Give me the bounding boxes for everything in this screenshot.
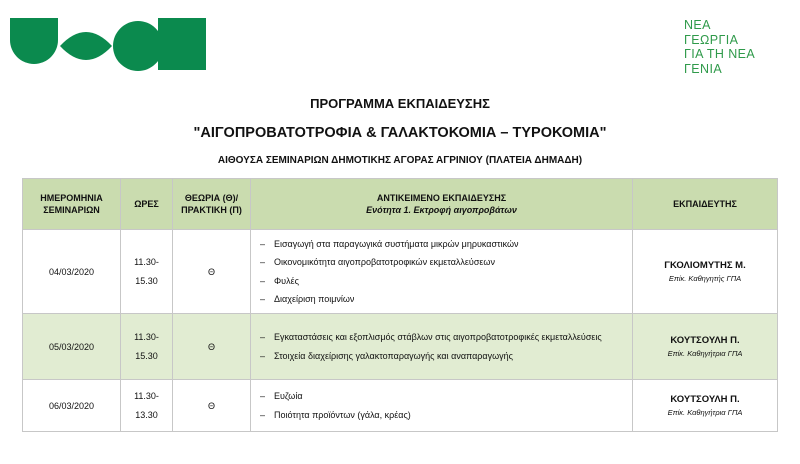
- table-row: [23, 314, 778, 380]
- topic-text: Οικονομικότητα αιγοπροβατοτροφικών εκμεταλλεύσεων: [274, 257, 495, 267]
- header-type: ΘΕΩΡΙΑ (Θ)/ ΠΡΑΚΤΙΚΗ (Π): [173, 179, 251, 230]
- trainer-name: ΓΚΟΛΙΟΜΥΤΗΣ Μ.: [664, 259, 746, 271]
- topic-item: – Διαχείριση ποιμνίων: [260, 294, 355, 304]
- schedule-table: [22, 178, 778, 432]
- row-hours: [121, 230, 173, 314]
- table-header-row: [23, 179, 778, 230]
- row-type: Θ: [173, 380, 251, 432]
- row-time-start: 11.30-: [134, 390, 159, 401]
- row-trainer: [633, 380, 778, 432]
- topic-item: – Στοιχεία διαχείρισης γαλακτοπαραγωγής και αναπαραγωγής: [260, 350, 514, 361]
- row-date: 06/03/2020: [23, 380, 121, 432]
- row-date: 04/03/2020: [23, 230, 121, 314]
- logo-square-shape: [158, 18, 206, 70]
- topic-text: Στοιχεία διαχείρισης γαλακτοπαραγωγής και αναπαραγωγής: [274, 350, 514, 361]
- trainer-role: Επίκ. Καθηγητής ΓΠΑ: [668, 273, 742, 283]
- row-date: 05/03/2020: [23, 314, 121, 380]
- row-hours: [121, 380, 173, 432]
- row-trainer: [633, 314, 778, 380]
- row-time-end: 15.30: [135, 350, 158, 361]
- slogan-line: ΝΕΑ: [684, 18, 711, 32]
- header-subject-unit: Ενότητα 1. Εκτροφή αιγοπροβάτων: [366, 205, 517, 215]
- header-trainer: ΕΚΠΑΙΔΕΥΤΗΣ: [633, 179, 778, 230]
- topic-item: – Εισαγωγή στα παραγωγικά συστήματα μικρών μηρυκαστικών: [260, 238, 519, 249]
- topic-text: Φυλές: [274, 275, 299, 286]
- slogan-line: ΓΙΑ ΤΗ ΝΕΑ: [684, 47, 756, 61]
- logo-lens-shape: [60, 32, 112, 60]
- logo-half-disc-shape: [10, 18, 58, 64]
- venue-line: ΑΙΘΟΥΣΑ ΣΕΜΙΝΑΡΙΩΝ ΔΗΜΟΤΙΚΗΣ ΑΓΟΡΑΣ ΑΓΡΙΝΙΟΥ (ΠΛΑΤΕΙΑ ΔΗΜΑΔΗ): [217, 155, 583, 166]
- trainer-role: Επίκ. Καθηγήτρια ΓΠΑ: [667, 407, 743, 417]
- slogan-line: ΓΕΝΙΑ: [684, 61, 723, 76]
- row-time-start: 11.30-: [134, 331, 159, 342]
- brand-logo: [8, 14, 208, 74]
- row-topics: [251, 314, 633, 380]
- slogan: [684, 18, 755, 76]
- trainer-name: ΚΟΥΤΣΟΥΛΗ Π.: [670, 393, 740, 405]
- topic-item: – Εγκαταστάσεις και εξοπλισμός στάβλων στις αιγοπροβατοτροφικές εκμεταλλεύσεις: [260, 332, 602, 342]
- header-subject: [251, 179, 633, 230]
- row-type: Θ: [173, 230, 251, 314]
- topic-item: – Φυλές: [260, 275, 299, 286]
- topic-text: Διαχείριση ποιμνίων: [274, 294, 355, 304]
- topic-text: Ευζωία: [274, 391, 303, 401]
- topic-item: – Οικονομικότητα αιγοπροβατοτροφικών εκμεταλλεύσεων: [260, 257, 495, 267]
- row-topics: [251, 230, 633, 314]
- header-date: ΗΜΕΡΟΜΗΝΙΑ ΣΕΜΙΝΑΡΙΩΝ: [23, 179, 121, 230]
- document-subtitle: "ΑΙΓΟΠΡΟΒΑΤΟΤΡΟΦΙΑ & ΓΑΛΑΚΤΟΚΟΜΙΑ – ΤΥΡΟΚΟΜΙΑ": [193, 125, 607, 141]
- header-hours: ΩΡΕΣ: [121, 179, 173, 230]
- row-time-end: 15.30: [135, 275, 158, 286]
- trainer-role: Επίκ. Καθηγήτρια ΓΠΑ: [667, 348, 743, 358]
- row-type: Θ: [173, 314, 251, 380]
- topic-text: Εισαγωγή στα παραγωγικά συστήματα μικρών μηρυκαστικών: [274, 238, 519, 249]
- table-row: [23, 380, 778, 432]
- slogan-line: ΓΕΩΡΓΙΑ: [684, 32, 739, 47]
- row-trainer: [633, 230, 778, 314]
- header-subject-title: ΑΝΤΙΚΕΙΜΕΝΟ ΕΚΠΑΙΔΕΥΣΗΣ: [376, 193, 507, 203]
- table-row: [23, 230, 778, 314]
- row-hours: [121, 314, 173, 380]
- row-topics: [251, 380, 633, 432]
- document-title: ΠΡΟΓΡΑΜΜΑ ΕΚΠΑΙΔΕΥΣΗΣ: [310, 96, 490, 111]
- topic-item: – Ποιότητα προϊόντων (γάλα, κρέας): [260, 409, 411, 420]
- topic-text: Εγκαταστάσεις και εξοπλισμός στάβλων στις αιγοπροβατοτροφικές εκμεταλλεύσεις: [274, 332, 602, 342]
- row-time-start: 11.30-: [134, 256, 159, 267]
- row-time-end: 13.30: [135, 409, 158, 420]
- topic-item: – Ευζωία: [260, 391, 303, 401]
- logo-circle-shape: [113, 21, 163, 71]
- trainer-name: ΚΟΥΤΣΟΥΛΗ Π.: [670, 334, 740, 346]
- topic-text: Ποιότητα προϊόντων (γάλα, κρέας): [274, 409, 411, 420]
